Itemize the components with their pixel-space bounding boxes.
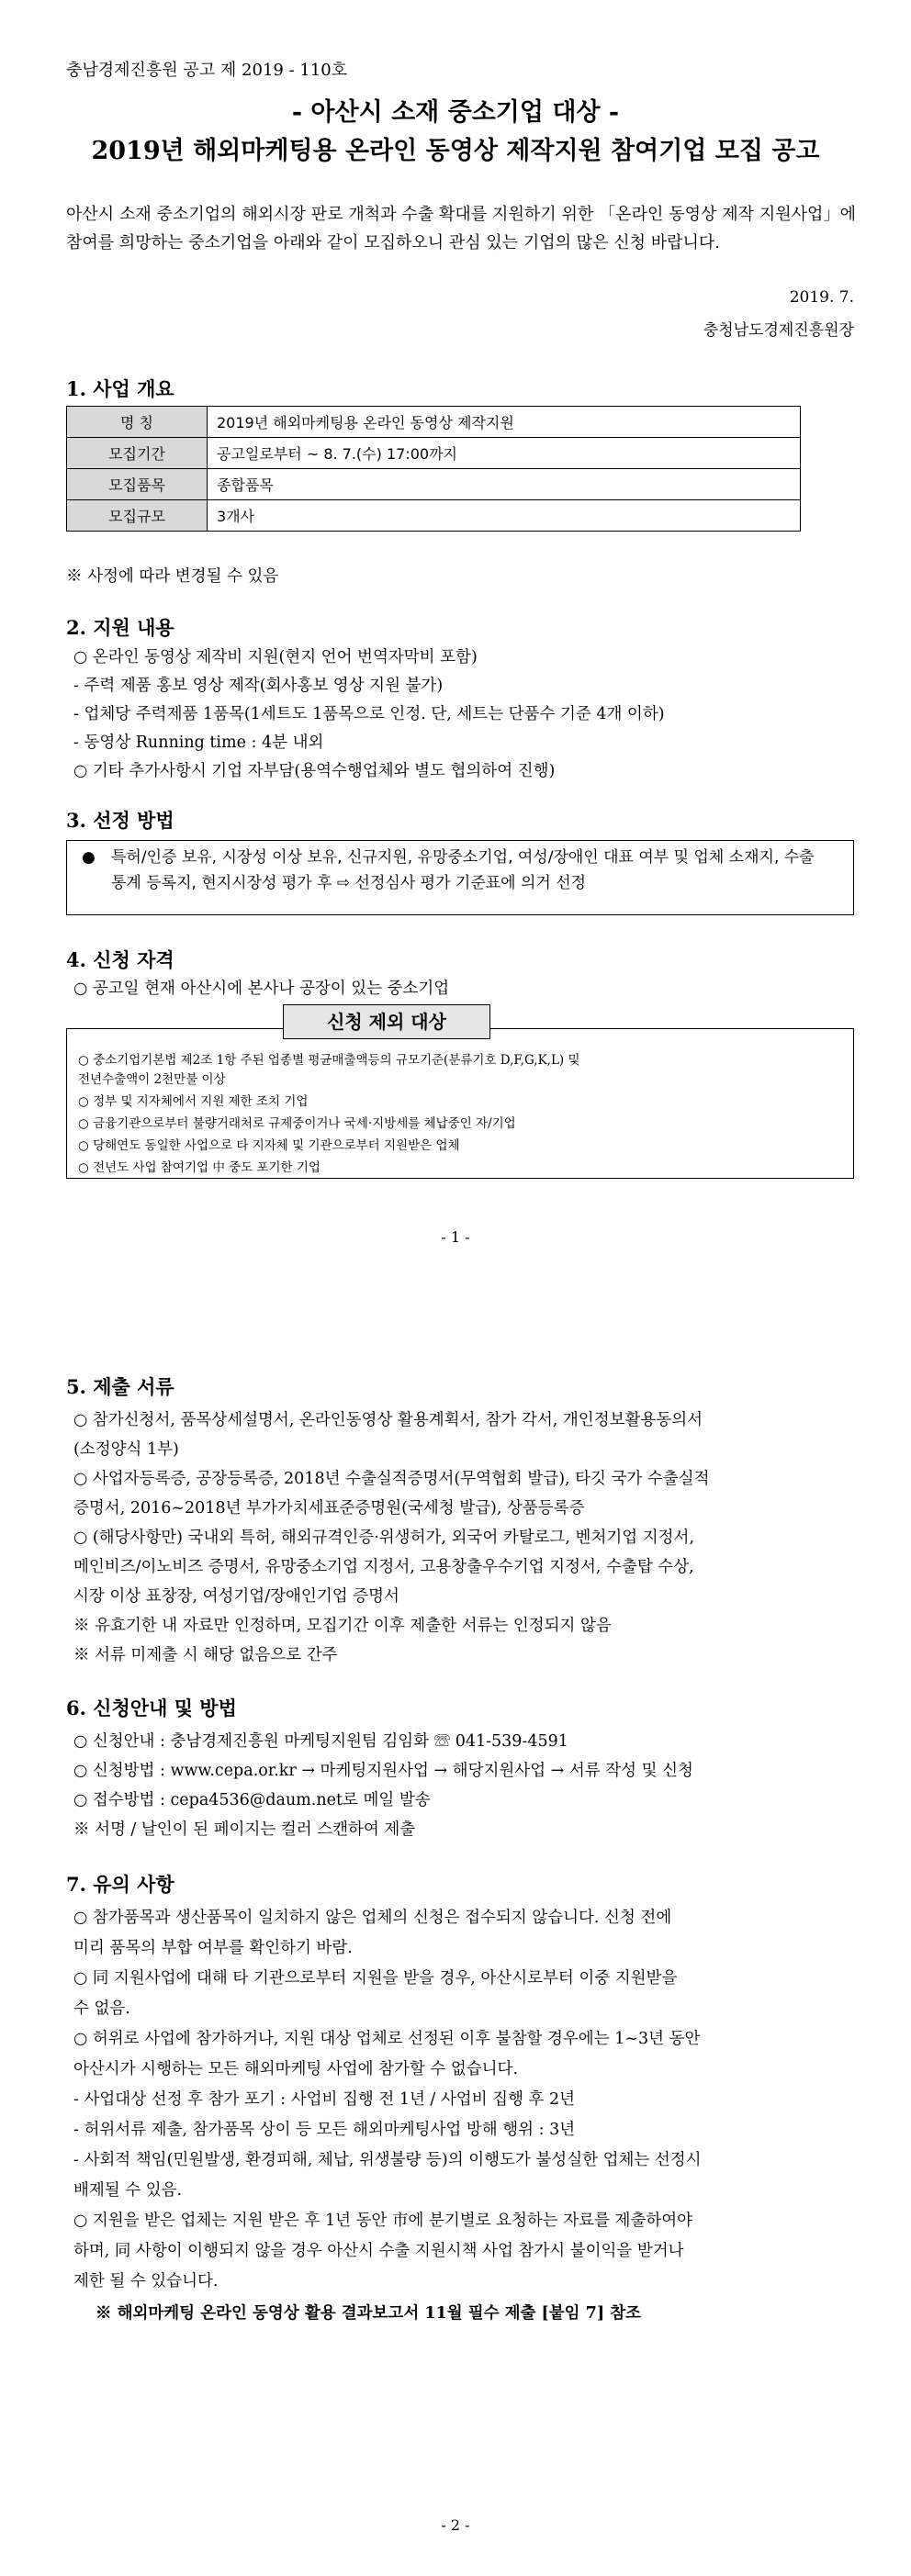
list-item: - 사회적 책임(민원발생, 환경피해, 체납, 위생불량 등)의 이행도가 불성실한 업체는 선정시 [73,2151,702,2169]
section-6-title: 6. 신청안내 및 방법 [66,1697,237,1719]
list-item: ○ 신청방법 : www.cepa.or.kr → 마케팅지원사업 → 해당지원사업 → 서류 작성 및 신청 [73,1762,693,1780]
exclusion-box-title: 신청 제외 대상 [283,1004,490,1039]
notice-number: 충남경제진흥원 공고 제 2019 - 110호 [66,61,348,80]
notice-date: 2019. 7. [789,288,854,307]
table-row [67,407,801,438]
list-item: ○ 참가품목과 생산품목이 일치하지 않은 업체의 신청은 접수되지 않습니다. 신청 전에 [73,1909,672,1927]
exclusion-box [66,1028,854,1179]
list-item: ※ 서류 미제출 시 해당 없음으로 간주 [73,1646,338,1664]
table-row [67,500,801,532]
section-3-title: 3. 선정 방법 [66,809,174,832]
list-item: ○ 접수방법 : cepa4536@daum.net로 메일 발송 [73,1791,431,1809]
table-value: 2019년 해외마케팅용 온라인 동영상 제작지원 [208,407,801,438]
table-value: 종합품목 [208,469,801,500]
list-item: - 업체당 주력제품 1품목(1세트도 1품목으로 인정. 단, 세트는 단품수 기준 4개 이하) [73,705,665,723]
section-4-title: 4. 신청 자격 [66,948,174,971]
table-row [67,438,801,469]
section-5-title: 5. 제출 서류 [66,1375,174,1398]
list-item: ○ 기타 추가사항시 기업 자부담(용역수행업체와 별도 협의하여 진행) [73,762,556,780]
list-item: ○ 지원을 받은 업체는 지원 받은 후 1년 동안 市에 분기별로 요청하는 자료를 제출하여야 [73,2212,693,2230]
list-item: ※ 유효기한 내 자료만 인정하며, 모집기간 이후 제출한 서류는 인정되지 않음 [73,1617,612,1635]
list-item: - 사업대상 선정 후 참가 포기 : 사업비 집행 전 1년 / 사업비 집행 후 2년 [73,2090,576,2109]
page-number-1: - 1 - [441,1228,470,1246]
section-1-title: 1. 사업 개요 [66,377,174,400]
list-item: ○ (해당사항만) 국내외 특허, 해외규격인증·위생허가, 외국어 카탈로그, 벤처기업 지정서, [73,1529,695,1547]
section-7-title: 7. 유의 사항 [66,1873,174,1896]
list-item: ○ 사업자등록증, 공장등록증, 2018년 수출실적증명서(무역협회 발급), 타깃 국가 수출실적 [73,1470,710,1488]
bullet-icon: ● [82,848,96,867]
eligibility-line: ○ 공고일 현재 아산시에 본사나 공장이 있는 중소기업 [73,980,450,998]
list-item: ○ 허위로 사업에 참가하거나, 지원 대상 업체로 선정된 이후 불참할 경우에는 1~3년 동안 [73,2030,701,2048]
section-1-note: ※ 사정에 따라 변경될 수 있음 [66,567,279,586]
list-item: ○ 중소기업기본법 제2조 1항 주된 업종별 평균매출액등의 규모기준(분류기호 D,F,G,K,L) 및 [78,1053,580,1068]
list-item: ○ 정부 및 지자체에서 지원 제한 조치 기업 [78,1094,309,1109]
overview-table [66,406,801,532]
list-item: 아산시가 시행하는 모든 해외마케팅 사업에 참가할 수 없습니다. [73,2060,519,2078]
list-item: 시장 이상 표창장, 여성기업/장애인기업 증명서 [73,1587,399,1606]
list-item: ※ 서명 / 날인이 된 페이지는 컬러 스캔하여 제출 [73,1820,416,1839]
table-value: 공고일로부터 ~ 8. 7.(수) 17:00까지 [208,438,801,469]
table-key: 명 칭 [67,407,208,438]
selection-method-box [66,840,854,915]
list-item: ○ 전년도 사업 참여기업 中 중도 포기한 기업 [78,1160,321,1175]
list-item: ○ 신청안내 : 충남경제진흥원 마케팅지원팀 김임화 ☏ 041-539-4591 [73,1732,568,1751]
list-item: - 주력 제품 홍보 영상 제작(회사홍보 영상 지원 불가) [73,677,444,695]
list-item: 배제될 수 있음. [73,2181,183,2200]
table-row [67,469,801,500]
list-item: 제한 될 수 있습니다. [73,2272,219,2290]
list-item: ○ 당해연도 동일한 사업으로 타 지자체 및 기관으로부터 지원받은 업체 [78,1138,460,1153]
table-key: 모집기간 [67,438,208,469]
list-item: (소정양식 1부) [73,1440,179,1459]
list-item: ○ 온라인 동영상 제작비 지원(현지 언어 번역자막비 포함) [73,648,478,666]
section-2-title: 2. 지원 내용 [66,616,174,639]
issuer: 충청남도경제진흥원장 [703,321,854,340]
title-line-1: - 아산시 소재 중소기업 대상 - [291,98,620,127]
list-item: ○ 同 지원사업에 대해 타 기관으로부터 지원을 받을 경우, 아산시로부터 이중 지원받을 [73,1969,678,1988]
list-item: - 허위서류 제출, 참가품목 상이 등 모든 해외마케팅사업 방해 행위 : 3년 [73,2121,576,2139]
table-key: 모집규모 [67,500,208,532]
table-value: 3개사 [208,500,801,532]
list-item: 미리 품목의 부합 여부를 확인하기 바람. [73,1939,353,1957]
selection-method-text: 특허/인증 보유, 시장성 이상 보유, 신규지원, 유망중소기업, 여성/장애인 대표 여부 및 업체 소재지, 수출통계 등록지, 현지시장성 평가 후 ⇨ 선정심사 평가 기준표에 의거 선정 [111,848,815,892]
list-item: ○ 참가신청서, 품목상세설명서, 온라인동영상 활용계획서, 참가 각서, 개인정보활용동의서 [73,1411,703,1429]
intro-paragraph: 아산시 소재 중소기업의 해외시장 판로 개척과 수출 확대를 지원하기 위한 「온라인 동영상 제작 지원사업」에 참여를 희망하는 중소기업을 아래와 같이 모집하오니 관심 있는 기업의 많은 신청 바랍니다. [66,205,856,252]
final-note: ※ 해외마케팅 온라인 동영상 활용 결과보고서 11월 필수 제출 [붙임 7] 참조 [96,2304,642,2323]
page-2 [0,1288,911,2576]
list-item: 전년수출액이 2천만불 이상 [78,1072,226,1087]
list-item: 하며, 同 사항이 이행되지 않을 경우 아산시 수출 지원시책 사업 참가시 불이익을 받거나 [73,2242,684,2260]
table-key: 모집품목 [67,469,208,500]
list-item: 메인비즈/이노비즈 증명서, 유망중소기업 지정서, 고용창출우수기업 지정서, 수출탑 수상, [73,1558,694,1576]
page-number-2: - 2 - [441,2516,470,2534]
list-item: 수 없음. [73,1999,130,2018]
list-item: ○ 금융기관으로부터 불량거래처로 규제중이거나 국세·지방세를 체납중인 자/기업 [78,1116,516,1131]
list-item: 증명서, 2016~2018년 부가가치세표준증명원(국세청 발급), 상품등록증 [73,1499,585,1518]
title-line-2: 2019년 해외마케팅용 온라인 동영상 제작지원 참여기업 모집 공고 [91,137,820,165]
list-item: - 동영상 Running time : 4분 내외 [73,734,324,752]
